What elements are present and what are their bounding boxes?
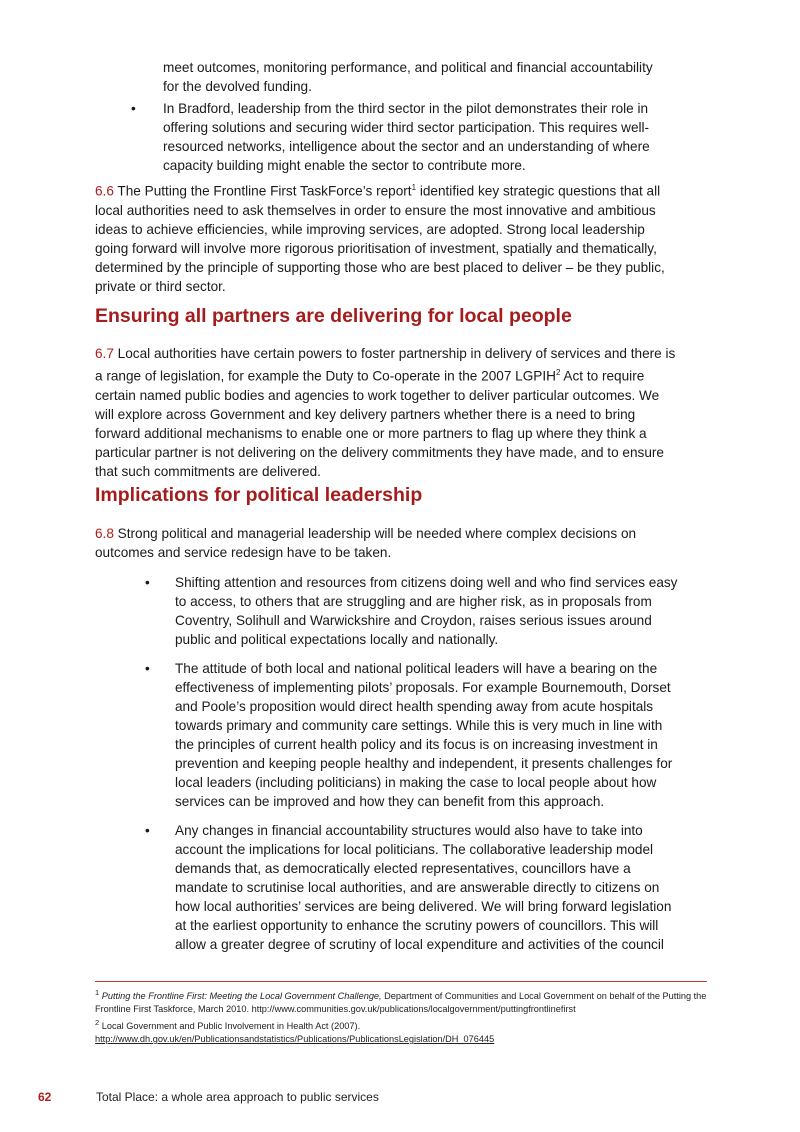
text-line: private or third sector. (95, 278, 226, 294)
footnote-divider (95, 981, 707, 982)
section-heading-political-leadership: Implications for political leadership (95, 484, 423, 506)
text-run: , raises serious issues around (471, 613, 652, 628)
text-line: Shifting attention and resources from citizens doing well and who find services easy (175, 575, 678, 590)
text-run: Strong political and managerial leadership will be needed where complex decisions on (113, 526, 637, 541)
bullet-marker: • (145, 575, 150, 590)
text-run: effectiveness of implementing pilots’ proposals. For example (175, 680, 542, 695)
text-run: and (390, 613, 421, 628)
text-line: forward additional mechanisms to enable one or more partners to flag up where they think a (95, 425, 647, 441)
text-line: ideas to achieve efficiencies, while improving services, are adopted. Strong local leadership (95, 221, 645, 237)
top-block (95, 58, 707, 296)
text-run: identified key strategic questions that all (416, 183, 661, 199)
text-line: meet outcomes, monitoring performance, and political and financial accountability (163, 60, 653, 75)
bullet-marker: • (131, 101, 136, 116)
footnote-ref-2[interactable]: 2 (555, 368, 561, 377)
section-heading-partners: Ensuring all partners are delivering for local people (95, 305, 572, 327)
footnote-link[interactable]: http://www.dh.gov.uk/en/Publicationsandstatistics/Publications/PublicationsLegislation/DH_076445 (95, 1034, 495, 1045)
page-number: 62 (38, 1090, 52, 1104)
text-line: account the implications for local politicians. The collaborative leadership model (175, 842, 654, 857)
text-line: will explore across Government and key delivery partners whether there is a need to bring (95, 406, 636, 422)
text-line: prevention and keeping people healthy and independent, it presents challenges for (175, 756, 673, 771)
bullet-attitude-of-leaders (95, 659, 707, 811)
text-line: The attitude of both local and national political leaders will have a bearing on the (175, 661, 658, 676)
paragraph-6-7 (95, 344, 707, 481)
paragraph-number: 6.8 (95, 526, 114, 541)
text-line: at the earliest opportunity to enhance the scrutiny powers of councillors. This will (175, 918, 659, 933)
text-run: Local Government and Public Involvement in Health Act (2007). (99, 1021, 361, 1032)
paragraph-number: 6.6 (95, 183, 114, 199)
paragraph-number: 6.7 (95, 346, 114, 361)
text-line: the principles of current health policy and its focus is on increasing investment in (175, 737, 658, 752)
text-line: services can be improved and how they can benefit from this approach. (175, 794, 605, 809)
text-line: to access, to others that are struggling and are higher risk, as in proposals from (175, 594, 652, 609)
text-run: Act to require (560, 368, 645, 384)
text-run: proposition would direct health spending away from acute hospitals (245, 699, 654, 714)
text-line: certain named public bodies and agencies to work together to deliver particular outcomes. We (95, 387, 660, 403)
footnote-2 (95, 1016, 715, 1046)
text-line: for the devolved funding. (163, 79, 312, 94)
place-name: Croydon (420, 613, 472, 628)
text-line: towards primary and community care settings. While this is very much in line with (175, 718, 663, 733)
bullet-marker: • (145, 823, 150, 838)
text-line: mandate to scrutinise local authorities, and are answerable directly to citizens on (175, 880, 660, 895)
text-run: The Putting the Frontline First TaskForce’s report (113, 183, 412, 199)
bullet-bradford (95, 99, 707, 175)
text-line: that such commitments are delivered. (95, 463, 321, 479)
text-line: Any changes in financial accountability structures would also have to take into (175, 823, 643, 838)
text-line: capacity building might enable the sector to contribute more. (163, 158, 526, 173)
bullet-financial-accountability (95, 821, 707, 954)
footnote-number: 1 (95, 988, 100, 997)
text-run: Department of Communities and Local Government on behalf of the Putting the (381, 991, 707, 1002)
text-line: particular partner is not delivering on the delivery commitments they have made, and to ensure (95, 444, 664, 460)
place-name: and Poole’s (175, 699, 246, 714)
footnotes (95, 986, 715, 1046)
text-line: allow a greater degree of scrutiny of local expenditure and activities of the council (175, 937, 664, 952)
text-line: offering solutions and securing wider third sector participation. This requires well- (163, 120, 650, 135)
text-line: Frontline First Taskforce, March 2010. http://www.communities.gov.uk/publications/localgovernment/puttingfrontlinefirst (95, 1004, 576, 1015)
intro-paragraph (95, 58, 707, 96)
bullet-shifting-attention (95, 573, 707, 649)
footnote-1 (95, 986, 715, 1016)
text-run: , leadership from the third sector in the pilot demonstrates their role in (230, 101, 649, 116)
place-name: Coventry, Solihull and Warwickshire (175, 613, 391, 628)
place-name: Bournemouth, Dorset (541, 680, 671, 695)
text-line: determined by the principle of supporting those who are best placed to deliver – be they public, (95, 259, 665, 275)
text-run: Local authorities have certain powers to foster partnership in delivery of services and there is (113, 346, 676, 361)
text-run: In (163, 101, 179, 116)
footnote-ref-1[interactable]: 1 (411, 183, 417, 192)
text-line: outcomes and service redesign have to be taken. (95, 545, 392, 560)
text-line: resourced networks, intelligence about the sector and an understanding of where (163, 139, 650, 154)
text-line: local authorities need to ask themselves in order to ensure the most innovative and ambitious (95, 202, 656, 218)
footnote-title: Putting the Frontline First: Meeting the Local Government Challenge, (101, 991, 382, 1002)
paragraph-6-6 (95, 178, 707, 296)
bullet-marker: • (145, 661, 150, 676)
text-line: demands that, as democratically elected representatives, councillors have a (175, 861, 631, 876)
footnote-number: 2 (95, 1018, 100, 1028)
running-footer-title: Total Place: a whole area approach to public services (96, 1090, 379, 1104)
place-name: Bradford (178, 101, 231, 116)
paragraph-6-8 (95, 524, 707, 562)
text-run: a range of legislation, for example the Duty to Co-operate in the 2007 LGPIH (95, 368, 556, 384)
text-line: going forward will involve more rigorous prioritisation of investment, spatially and thematically, (95, 240, 657, 256)
text-line: local leaders (including politicians) in making the case to local people about how (175, 775, 657, 790)
text-line: how local authorities’ services are being delivered. We will bring forward legislation (175, 899, 672, 914)
text-line: public and political expectations locally and nationally. (175, 632, 499, 647)
